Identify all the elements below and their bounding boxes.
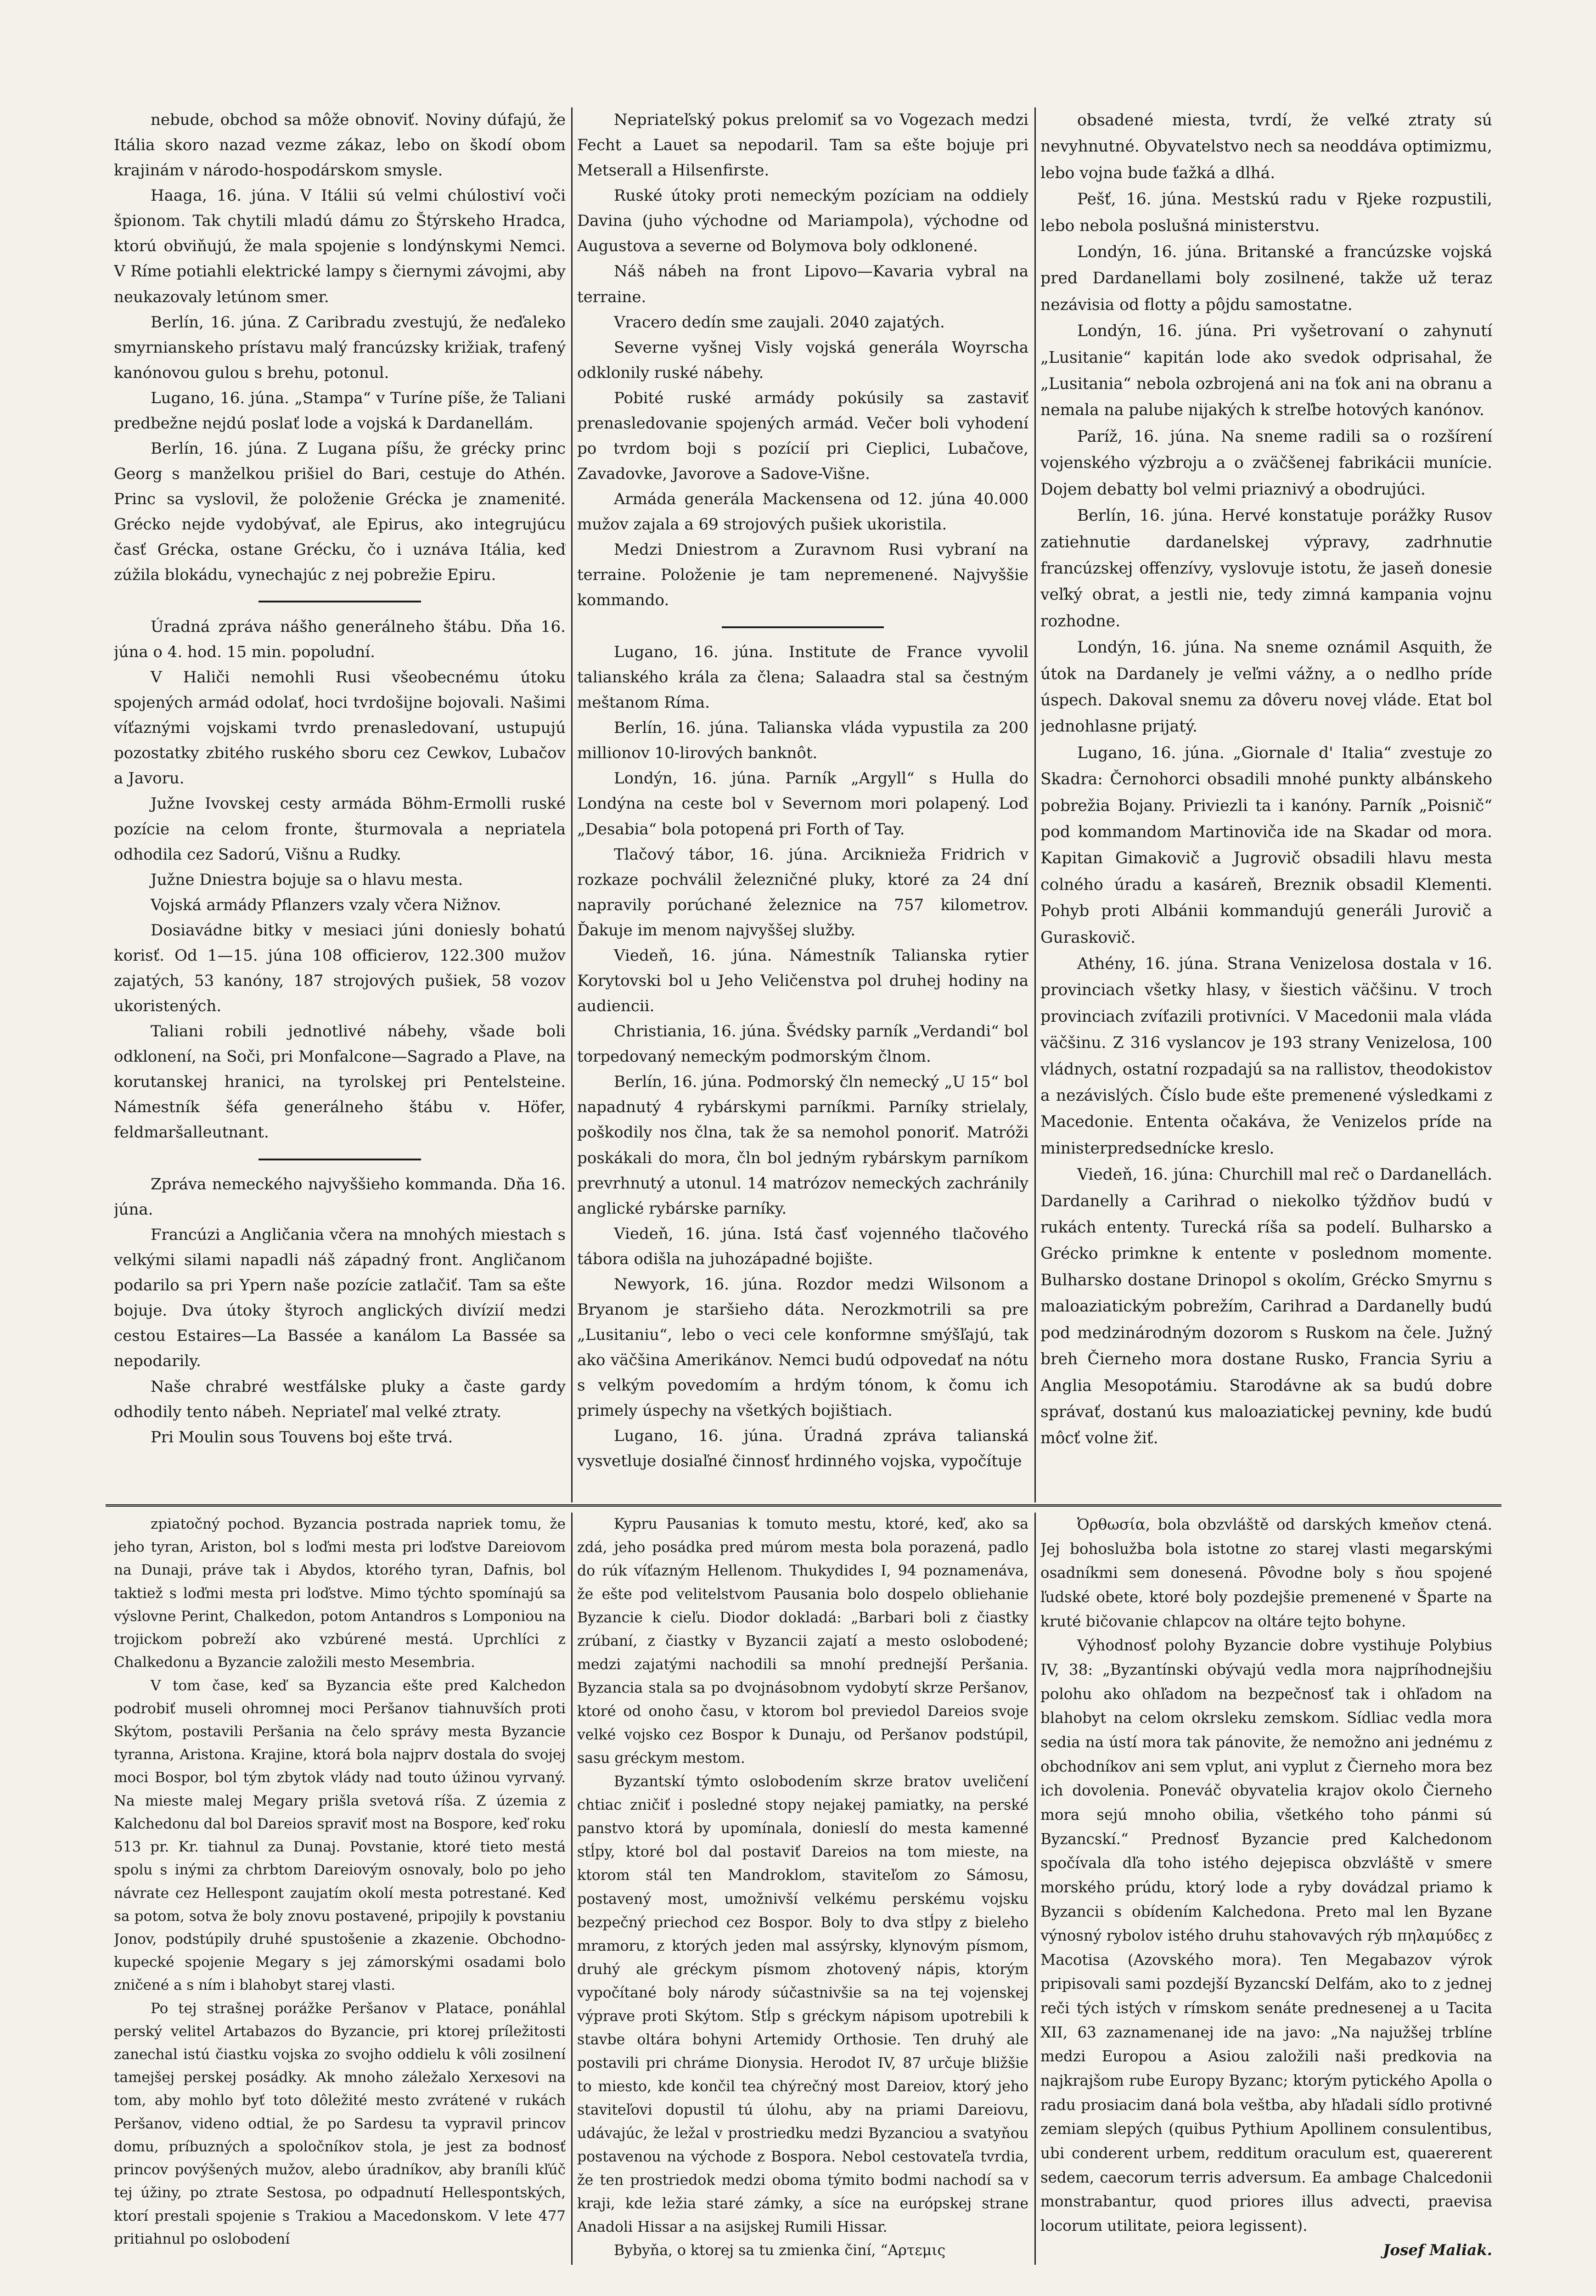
- paragraph: Newyork, 16. júna. Rozdor medzi Wilsonom a Bryanom je staršieho dáta. Nerozkmotrili sa pre „Lusitaniu“, lebo o veci cele konformne smýšľajú, tak ako väčšina Amerikánov. Nemci budú odpovedať na nótu s velkým povedomím a hrdým tónom, k čomu ich primely úspechy na všetkých bojištiach.: [577, 1275, 1028, 1420]
- author-signature: Josef Maliak.: [1383, 2240, 1492, 2259]
- paragraph: Dosiavádne bitky v mesiaci júni doniesly bohatú korisť. Od 1—15. júna 108 officierov, 122.300 mužov zajatých, 53 kanóny, 187 strojových pušiek, 58 vozov ukoristených.: [114, 921, 566, 1016]
- paragraph: nebude, obchod sa môže obnoviť. Noviny dúfajú, že Itália skoro nazad vezme zákaz, lebo on škodí obom krajinám v národo-hospodárskom smysle.: [114, 111, 566, 180]
- paragraph: Južne Ivovskej cesty armáda Böhm-Ermolli ruské pozície na celom fronte, šturmovala a nepriatela odhodila cez Sadorú, Višnu a Rudky.: [114, 794, 566, 864]
- paragraph: Výhodnosť polohy Byzancie dobre vystihuje Polybius IV, 38: „Byzantínski obývajú vedla mora najpríhodnejšiu polohu ako ohľadom na bezpečnosť tak i ohľadom na blahobyt na celom okrsleku zemskom. Sídliac vedla mora sedia na ústí mora tak pánovite, že nemožno ani jednému z obchodníkov ani sem vplut, ani vyplut z Čierneho mora bez ich dovolenia. Poneváč obyvatelia krajov okolo Čierneho mora sejú mnoho obilia, všetkého toho pánmi sú Byzancskí.“ Prednosť Byzancie pred Kalchedonom spočívala dľa toho istého dejepisca obzvláště v smere morského prúdu, ktorý lode a ryby dovádzal priamo k Byzancii s obídením Kalchedona. Preto mal len Byzane výnosný rybolov istého druhu stahovavých rýb πηλαμύδες z Macotisa (Azovského mora). Ten Megabazov výrok pripisovali sami pozdejší Byzancskí Delfám, ako to z jednej reči tých istých v rímskom senáte prednesenej a u Tacita XII, 63 zaznamenanej ide na javo: „Na najužšej trblíne medzi Europou a Asiou založili naši predkovia na najkrajšom rube Europy Byzanc; ktorým pytického Apolla o radu prosiacim daná bola veštba, aby hľadali sídlo protivné zemiam slepých (quibus Pythium Apollinem consulentibus, ubi conderent urbem, redditum oraculum est, quaererent sedem, caecorum terris adversum. Ea ambage Chalcedonii monstrabantur, quod priores illus advecti, praevisa locorum utilitate, peiora legissent).: [1040, 1637, 1492, 2235]
- paragraph: Haaga, 16. júna. V Itálii sú velmi chúlostiví voči špionom. Tak chytili mladú dámu zo Štýrskeho Hradca, ktorú obviňujú, že mala spojenie s londýnskymi Nemci. V Ríme potiahli elektrické lampy s čiernymi závojmi, aby neukazovaly letúnom smer.: [114, 186, 566, 306]
- paragraph: Kypru Pausanias k tomuto mestu, ktoré, keď, ako sa zdá, jeho posádka pred múrom mesta bola porazená, padlo do rúk víťazným Hellenom. Thukydides I, 94 poznamenáva, že ešte pod velitelstvom Pausania bolo dospelo obliehanie Byzancie k cieľu. Diodor dokladá: „Barbari boli z čiastky zrúbaní, z čiastky v Byzancii zajatí a mesto oslobodené; medzi zajatými nachodili sa mnohí prednejší Peršania. Byzancia stala sa po dvojnásobnom vydobytí skrze Peršanov, ktoré od onoho času, v ktorom bol previedol Dareios svoje velké vojsko cez Bospor k Dunaju, od Peršanov podstúpil, sasu gréckym mestom.: [577, 1516, 1028, 1767]
- paragraph: Naše chrabré westfálske pluky a časte gardy odhodily tento nábeh. Nepriateľ mal velké ztraty.: [114, 1377, 566, 1421]
- paragraph: Londýn, 16. júna. Britanské a francúzske vojská pred Dardanellami boly zosilnené, takže už teraz nezávisia od flotty a pôjdu samostatne.: [1040, 243, 1492, 314]
- paragraph: Medzi Dniestrom a Zuravnom Rusi vybraní na terraine. Položenie je tam nepremenené. Najvyššie kommando.: [577, 540, 1028, 610]
- paragraph: Francúzi a Angličania včera na mnohých miestach s velkými silami napadli náš západný front. Angličanom podarilo sa pri Ypern naše pozície zatlačiť. Tam sa ešte bojuje. Dva útoky štyroch anglických divízií medzi cestou Estaires—La Bassée a kanálom La Bassée sa nepodarily.: [114, 1226, 566, 1371]
- paragraph: Vojská armády Pflanzers vzaly včera Nižnov.: [151, 895, 501, 914]
- paragraph: Viedeň, 16. júna. Istá časť vojenného tlačového tábora odišla na juhozápadné bojište.: [577, 1224, 1028, 1268]
- news-column-2: [577, 107, 1028, 1503]
- paragraph: Severne vyšnej Visly vojská generála Woyrscha odklonily ruské nábehy.: [577, 338, 1028, 382]
- paragraph: Ὀρθωσία, bola obzvláště od darských kmeňov ctená. Jej bohoslužba bola istotne zo starej vlasti megarskými osadníkmi sem donesená. Pôvodne boly s ňou spojené ľudské obete, ktoré boly pozdejšie premenené v Šparte na kruté bičovanie chlapcov na oltáre tejto bohyne.: [1040, 1516, 1492, 1630]
- paragraph: Lugano, 16. júna. „Giornale d' Italia“ zvestuje zo Skadra: Černohorci obsadili mnohé punkty albánskeho pobrežia Bojany. Priviezli ta i kanóny. Parník „Poisnič“ pod kommandom Martinoviča ide na Skadar od mora. Kapitan Gimakovič a Jugrovič obsadili hlavu mesta colného úradu a kasáreň, Breznik obsadil Klementi. Pohyb proti Albánii kommandujú generáli Jurovič a Guraskovič.: [1040, 743, 1492, 947]
- column-divider: [571, 1513, 573, 2265]
- section-separator: [106, 1504, 1501, 1507]
- paragraph: Berlín, 16. júna. Z Caribradu zvestujú, že neďaleko smyrnianskeho prístavu malý francúzsky križiak, trafený kanónovou gulou s brehu, potonul.: [114, 313, 566, 382]
- paragraph: Lugano, 16. júna. Úradná zpráva talianská vysvetluje dosiaľné činnosť hrdinného vojska, vypočítuje: [577, 1427, 1028, 1471]
- paragraph: Taliani robili jednotlivé nábehy, všade boli odklonení, na Soči, pri Monfalcone—Sagrado a Plave, na korutanskej hranici, na tyrolskej pri Pentelsteine. Námestník šéfa generálneho štábu v. Höfer, feldmaršalleutnant.: [114, 1022, 566, 1142]
- paragraph: Christiania, 16. júna. Švédsky parník „Verdandi“ bol torpedovaný nemeckým podmorským člnom.: [577, 1022, 1028, 1066]
- paragraph: Londýn, 16. júna. Parník „Argyll“ s Hulla do Londýna na ceste bol v Severnom mori polapený. Loď „Desabia“ bola potopená pri Forth of Tay.: [577, 769, 1028, 838]
- paragraph: obsadené miesta, tvrdí, že veľké ztraty sú nevyhnutné. Obyvatelstvo nech sa neoddáva optimizmu, lebo vojna bude ťažká a dlhá.: [1040, 111, 1492, 182]
- paragraph: Lugano, 16. júna. Institute de France vyvolil talianského krála za člena; Salaadra stal sa čestným meštanom Ríma.: [577, 642, 1028, 712]
- section-rule: [577, 613, 1028, 640]
- column-divider: [571, 107, 573, 1503]
- paragraph: Ruské útoky proti nemeckým pozíciam na oddiely Davina (juho východne od Mariampola), východne od Augustova a severne od Bolymova boly odklonené.: [577, 186, 1028, 256]
- paragraph: Berlín, 16. júna. Podmorský čln nemecký „U 15“ bol napadnutý 4 rybárskymi parníkmi. Parníky strielaly, poškodily nos člna, tak že sa nemohol ponoriť. Matróži poskákali do mora, čln bol jedným rybárskym parníkom prevrhnutý a utonul. 14 matrózov nemeckých zachránily anglické rybárske parníky.: [577, 1073, 1028, 1218]
- paragraph: Pri Moulin sous Touvens boj ešte trvá.: [151, 1428, 453, 1446]
- feuilleton-column-1: [114, 1513, 566, 2265]
- paragraph: Vracero dedín sme zaujali. 2040 zajatých.: [614, 313, 945, 332]
- paragraph: Náš nábeh na front Lipovo—Kavaria vybral na terraine.: [577, 262, 1028, 306]
- paragraph: Južne Dniestra bojuje sa o hlavu mesta.: [151, 870, 463, 889]
- column-divider: [1034, 1513, 1036, 2265]
- paragraph: Pobité ruské armády pokúsily sa zastaviť prenasledovanie spojených armád. Večer boli vyhodení po tvrdom boji s pozícií pri Cieplici, Lubačove, Zavadovke, Javorove a Sadove-Višne.: [577, 388, 1028, 484]
- paragraph: Athény, 16. júna. Strana Venizelosa dostala v 16. provinciach všetky hlasy, v šiestich väčšinu. V troch provinciach zvíťazili protivníci. V Macedonii mala vláda väčšinu. Z 316 vyslancov je 193 strany Venizelosa, 100 vládnych, ostatní rozpadajú sa na rallistov, theodokistov a nezávislých. Číslo bude ešte premenené výsledkami z Macedonie. Ententa očakáva, že Venizelos príde na ministerpredsednícke kreslo.: [1040, 955, 1492, 1158]
- paragraph: V tom čase, keď sa Byzancia ešte pred Kalchedon podrobiť museli ohromnej moci Peršanov tiahnuvších proti Skýtom, postavili Peršania na čelo správy mesta Byzancie tyranna, Aristona. Krajine, ktorá bola najprv dostala do svojej moci Bospor, bol tým zbytok vlády nad touto úžinou vyrvaný. Na mieste malej Megary prišla svetová ríša. Z územia z Kalchedonu dal bol Dareios spraviť most na Bospore, keď roku 513 pr. Kr. tiahnul za Dunaj. Povstanie, ktoré tieto mestá spolu s inými za chrbtom Dareiovým osnovaly, bolo po jeho návrate cez Hellespont zaujatím okolí mesta potrestané. Keď sa potom, sotva že boly znovu postavené, pripojily k povstaniu Jonov, podstúpily druhé spustošenie a zkazenie. Obchodno-kupecké spojenie Megary s jej zámorskými osadami bolo zničené a s ním i blahobyt starej vlasti.: [114, 1677, 566, 1994]
- feuilleton-column-2: [577, 1513, 1028, 2265]
- paragraph: Zpráva nemeckého najvyššieho kommanda. Dňa 16. júna.: [114, 1175, 566, 1219]
- column-divider: [1034, 107, 1036, 1503]
- section-rule: [114, 1146, 566, 1172]
- paragraph: zpiatočný pochod. Byzancia postrada napriek tomu, že jeho tyran, Ariston, bol s loďmi mesta pri loďstve Dareiovom na Dunaji, práve tak i Abydos, ktorého tyran, Dafnis, bol taktiež s loďmi mesta pri loďstve. Mimo týchto spomínajú sa výslovne Perint, Chalkedon, potom Antandros s Lomponiou na trojickom pobreží ako vzbúrené mestá. Uprchlíci z Chalkedonu a Byzancie založili mesto Mesembria.: [114, 1516, 566, 1671]
- paragraph: Viedeň, 16. júna: Churchill mal reč o Dardanellách. Dardanelly a Carihrad o niekolko týždňov budú v rukách ententy. Turecká ríša sa podelí. Bulharsko a Grécko primkne k entente v poslednom momente. Bulharsko dostane Drinopol s okolím, Grécko Smyrnu s maloaziatickým pobrežím, Carihrad a Dardanelly budú pod medzinárodným dozorom s Ruskom na čele. Južný breh Čierneho mora dostane Rusko, Francia Syriu a Anglia Mesopotámiu. Starodávne ak sa budú dobre správať, dostanú kus maloaziatickej pevniny, kde budú môcť volne žiť.: [1040, 1165, 1492, 1448]
- section-rule: [114, 588, 566, 614]
- paragraph: Londýn, 16. júna. Pri vyšetrovaní o zahynutí „Lusitanie“ kapitán lode ako svedok odprisahal, že „Lusitania“ nebola ozbrojená ani na ťok ani na obranu a nemala na palube nijakých k streľbe hotových kanónov.: [1040, 322, 1492, 420]
- paragraph: Po tej strašnej porážke Peršanov v Platace, ponáhlal perský velitel Artabazos do Byzancie, pri ktorej príležitosti zanechal istú čiastku vojska zo svojho oddielu k vôli zosilnení tamejšej perskej posádky. Ak mnoho záležalo Xerxesovi na tom, aby mohlo byť toto dôležité mesto zvrátené v rukách Peršanov, videno odtial, že po Sardesu ta vypravil princov domu, príbuzných a spoločníkov stola, je jest za bodnosť princov povýšených mužov, alebo úradníkov, aby braníli kľúč tej úžiny, po ztrate Sestosa, po odpadnutí Hellespontských, ktorí prestali spojenie s Trakiou a Macedonskom. V lete 477 pritiahnul po oslobodení: [114, 2000, 566, 2247]
- paragraph: Úradná zpráva nášho generálneho štábu. Dňa 16. júna o 4. hod. 15 min. popoludní.: [114, 617, 566, 661]
- paragraph: Tlačový tábor, 16. júna. Arcikniežа Fridrich v rozkaze pochválil železničné pluky, ktoré za 24 dní napravily porúchané železnice na 757 kilometrov. Ďakuje im menom najvyššej služby.: [577, 845, 1028, 940]
- paragraph: Viedeň, 16. júna. Námestník Talianska rytier Korytovski bol u Jeho Veličenstva pol druhej hodiny na audiencii.: [577, 946, 1028, 1016]
- paragraph: Berlín, 16. júna. Hervé konstatuje porážky Rusov zatiehnutie dardanelskej výpravy, zadrhnutie francúzskej offenzívy, vyslovuje istotu, že jaseň donesie veľký obrat, a jestli nie, tedy zimná kampania vojnu rozhodne.: [1040, 506, 1492, 630]
- paragraph: Nepriateľský pokus prelomiť sa vo Vogezach medzi Fecht a Lauet sa nepodaril. Tam sa ešte bojuje pri Metserall a Hilsenfirste.: [577, 111, 1028, 180]
- paragraph: Lugano, 16. júna. „Stampa“ v Turíne píše, že Taliani predbežne nejdú poslať lode a vojská k Dardanellám.: [114, 388, 566, 433]
- paragraph: Pešť, 16. júna. Mestskú radu v Rjeke rozpustili, lebo nebola poslušná ministerstvu.: [1040, 190, 1492, 235]
- paragraph: Bybyňa, o ktorej sa tu zmienka činí, “Αρτεμις: [614, 2242, 946, 2259]
- paragraph: Byzantskí týmto oslobodením skrze bratov uveličení chtiac zničiť i posledné stopy nejakej pamiatky, na perské panstvo ktorá by upomínala, donieslí do mesta kamenné stĺpy, ktoré bol dal postaviť Dareios na tom mieste, na ktorom stál ten Mandroklom, staviteľom zo Sámosu, postavený most, umožnivší velkému perskému vojsku bezpečný priechod cez Bospor. Boly to dva stĺpy z bieleho mramoru, z ktorých jeden mal assýrsky, klynovým písmom, druhý ale gréckym písmom zhotovený nápis, ktorým vypočítané boly národy súčastnivšie sa na tej vojenskej výprave proti Skýtom. Stĺp s gréckym nápisom upotrebili k stavbe oltára bohyni Artemidy Orthosie. Ten druhý ale postavili pri chráme Dionysia. Herodot IV, 87 určuje bližšie to miesto, kde končil tea chýrečný most Dareiov, ktorý jeho staviteľovi dopustil tú úlohu, aby na priami Dareiovu, udávajúc, že ležal v prostriedku medzi Byzanciou a svatyňou postavenou na východe z Bospora. Nebol cestovateľa tvrdia, že ten prostriedok medzi oboma týmito bodmi nachodí sa v kraji, kde ležia staré zámky, a síce na európskej strane Anadoli Hissar a na asijskej Rumili Hissar.: [577, 1773, 1028, 2235]
- news-column-3: [1040, 107, 1492, 1503]
- paragraph: Armáda generála Mackensena od 12. júna 40.000 mužov zajala a 69 strojových pušiek ukoristila.: [577, 490, 1028, 534]
- feuilleton-column-3: [1040, 1513, 1492, 2265]
- paragraph: Paríž, 16. júna. Na sneme radili sa o rozšírení vojenského výzbroju a o zväčšenej fabrikácii munície. Dojem debatty bol velmi priaznivý a obodrujúci.: [1040, 427, 1492, 499]
- paragraph: Berlín, 16. júna. Z Lugana píšu, že grécky princ Georg s manželkou prišiel do Bari, cestuje do Athén. Princ sa vyslovil, že položenie Grécka je znamenité. Grécko nejde vydobývať, ale Epirus, ako integrujúcu časť Grécka, ostane Grécku, čo i uznáva Itália, keď zúžila blokádu, vynechajúc z nej pobrežie Epiru.: [114, 439, 566, 585]
- news-column-1: [114, 107, 566, 1503]
- paragraph: V Haliči nemohli Rusi všeobecnému útoku spojených armád odolať, hoci tvrdošijne bojovali. Našimi víťaznými vojskami tvrdo prenasledovaní, ustupujú pozostatky zbitého ruského sboru cez Cewkov, Lubačov a Javoru.: [114, 668, 566, 788]
- paragraph: Londýn, 16. júna. Na sneme oznámil Asquith, že útok na Dardanely je veľmi vážny, a o nedlho príde úspech. Dakoval snemu za dôveru novej vláde. Etat bol jednohlasne prijatý.: [1040, 638, 1492, 736]
- paragraph: Berlín, 16. júna. Talianska vláda vypustila za 200 millionov 10-lirových banknôt.: [577, 719, 1028, 763]
